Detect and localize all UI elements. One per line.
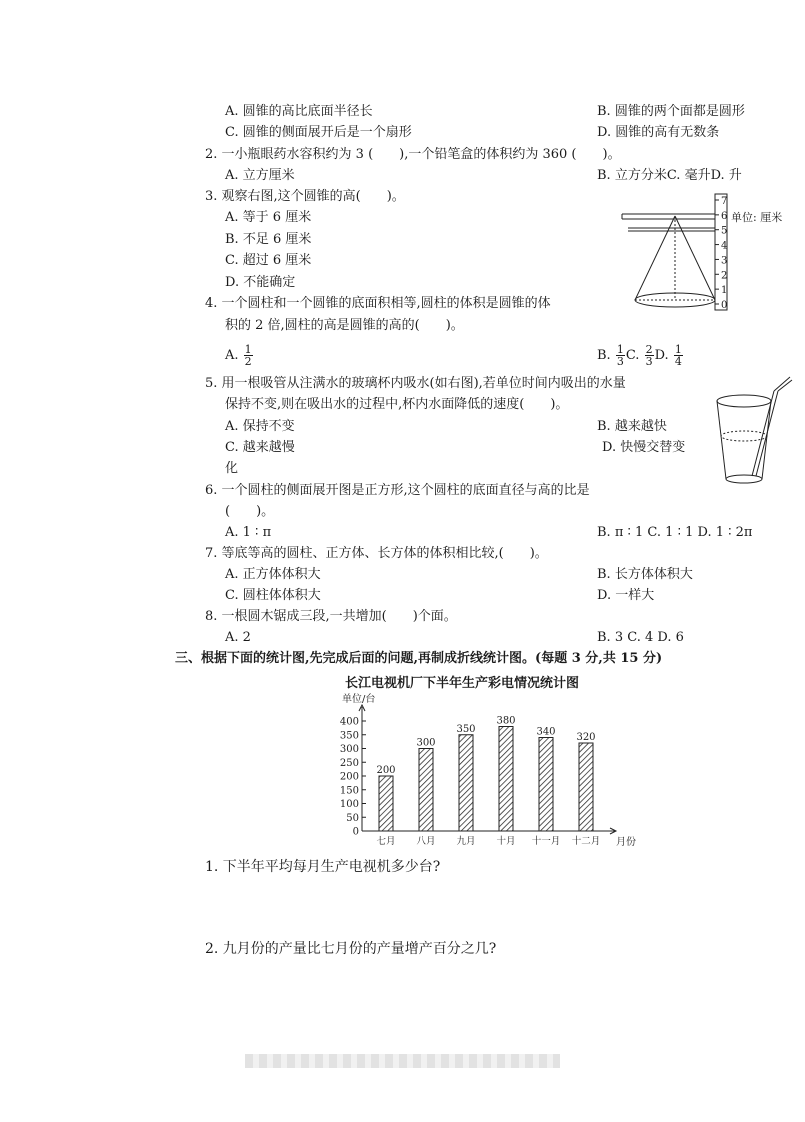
q6-stem-line2: ( )。 <box>225 504 275 519</box>
chart-title: 长江电视机厂下半年生产彩电情况统计图 <box>345 676 580 691</box>
bar <box>459 735 473 831</box>
section3-heading: 三、根据下面的统计图,先完成后面的问题,再制成折线统计图。(每题 3 分,共 15 分) <box>175 651 663 666</box>
q3-option-c: C. 超过 6 厘米 <box>225 253 312 268</box>
q6-stem-line1: 6. 一个圆柱的侧面展开图是正方形,这个圆柱的底面直径与高的比是 <box>205 483 590 498</box>
q3-option-d: D. 不能确定 <box>225 275 296 290</box>
q4-stem-line1: 4. 一个圆柱和一个圆锥的底面积相等,圆柱的体积是圆锥的体 <box>205 296 551 311</box>
y-tick-label: 0 <box>352 826 359 838</box>
q2-option-a: A. 立方厘米 <box>225 168 295 183</box>
bar <box>499 727 513 832</box>
q8-option-a: A. 2 <box>225 630 251 645</box>
x-tick-label: 九月 <box>456 836 476 847</box>
q5-option-d-continued: 化 <box>225 461 239 476</box>
q7-option-d: D. 一样大 <box>597 588 655 603</box>
x-axis-label: 月份 <box>616 837 636 848</box>
q1-option-a: A. 圆锥的高比底面半径长 <box>225 104 373 119</box>
bar-value-label: 300 <box>416 737 436 749</box>
y-tick-label: 50 <box>346 812 359 824</box>
bar-value-label: 200 <box>376 765 396 776</box>
q5-stem-line2: 保持不变,则在吸出水的过程中,杯内水面降低的速度( )。 <box>225 397 569 412</box>
q1-option-c: C. 圆锥的侧面展开后是一个扇形 <box>225 125 412 140</box>
y-tick-label: 100 <box>339 799 359 810</box>
q7-option-b: B. 长方体体积大 <box>597 567 693 582</box>
q3-option-b: B. 不足 6 厘米 <box>225 232 312 247</box>
y-tick-label: 150 <box>339 785 359 797</box>
y-tick-label: 250 <box>339 757 359 769</box>
bar-value-label: 350 <box>456 723 476 735</box>
ruler-unit-label: 单位: 厘米 <box>731 211 783 224</box>
y-tick-label: 350 <box>339 730 359 742</box>
ruler-tick-label: 6 <box>721 210 728 222</box>
section3-q1: 1. 下半年平均每月生产电视机多少台? <box>205 859 441 875</box>
bar <box>379 776 393 831</box>
bar <box>419 749 433 832</box>
q3-stem: 3. 观察右图,这个圆锥的高( )。 <box>205 189 405 204</box>
x-tick-label: 七月 <box>376 836 396 847</box>
bar <box>579 743 593 831</box>
q7-option-c: C. 圆柱体体积大 <box>225 588 321 603</box>
bar-value-label: 340 <box>536 726 556 738</box>
x-tick-label: 十一月 <box>531 836 561 847</box>
q8-option-bcd: B. 3 C. 4 D. 6 <box>597 630 684 645</box>
ruler-tick-label: 4 <box>721 240 728 252</box>
q7-option-a: A. 正方体体积大 <box>225 567 321 582</box>
fraction-two-thirds: $\frac{2}{3}$ <box>645 343 653 368</box>
q1-option-b: B. 圆锥的两个面都是圆形 <box>597 104 745 119</box>
q2-option-bcd: B. 立方分米C. 毫升D. 升 <box>597 168 742 183</box>
q1-option-d: D. 圆锥的高有无数条 <box>597 125 720 140</box>
bar-chart <box>330 690 640 855</box>
q4-option-bcd: B. $\frac{1}{3}$ C. $\frac{2}{3}$ D. $\frac{1}{4}$ <box>597 343 682 368</box>
bar <box>539 738 553 832</box>
y-axis-label: 单位/台 <box>342 694 376 705</box>
ruler-tick-label: 7 <box>721 196 728 207</box>
ruler-tick-label: 5 <box>721 225 728 237</box>
ruler-tick-label: 1 <box>721 285 728 297</box>
fraction-one-half: $\frac{1}{2}$ <box>244 343 252 368</box>
y-tick-label: 200 <box>339 771 359 783</box>
q5-option-d: D. 快慢交替变 <box>602 440 686 455</box>
bar-value-label: 380 <box>496 715 516 727</box>
x-tick-label: 八月 <box>416 836 436 847</box>
y-tick-label: 400 <box>339 716 359 728</box>
q2-stem: 2. 一小瓶眼药水容积约为 3 ( ),一个铅笔盒的体积约为 360 ( )。 <box>205 147 621 162</box>
q6-option-bcd: B. π ∶ 1 C. 1 ∶ 1 D. 1 ∶ 2π <box>597 525 753 540</box>
q5-option-c: C. 越来越慢 <box>225 440 295 455</box>
q4-option-a <box>225 341 254 371</box>
x-tick-label: 十二月 <box>571 836 601 847</box>
q6-option-a: A. 1 ∶ π <box>225 525 272 540</box>
section3-q2: 2. 九月份的产量比七月份的产量增产百分之几? <box>205 941 497 957</box>
watermark-blur <box>245 1054 560 1068</box>
q4-option-a-label: A. <box>225 348 239 363</box>
q3-option-a: A. 等于 6 厘米 <box>225 210 312 225</box>
q8-stem: 8. 一根圆木锯成三段,一共增加( )个面。 <box>205 609 457 624</box>
q5-option-a: A. 保持不变 <box>225 419 295 434</box>
q5-option-b: B. 越来越快 <box>597 419 667 434</box>
ruler-tick-label: 3 <box>721 255 728 267</box>
glass-straw-figure <box>712 373 794 485</box>
q7-stem: 7. 等底等高的圆柱、正方体、长方体的体积相比较,( )。 <box>205 546 548 561</box>
q4-stem-line2: 积的 2 倍,圆柱的高是圆锥的高的( )。 <box>225 318 464 333</box>
fraction-one-third: $\frac{1}{3}$ <box>616 343 624 368</box>
bar-value-label: 320 <box>576 732 596 743</box>
q5-stem-line1: 5. 用一根吸管从注满水的玻璃杯内吸水(如右图),若单位时间内吸出的水量 <box>205 376 626 391</box>
y-tick-label: 300 <box>339 744 359 755</box>
ruler-tick-label: 0 <box>721 300 728 311</box>
x-tick-label: 十月 <box>496 836 516 847</box>
ruler-tick-label: 2 <box>721 270 728 282</box>
fraction-one-quarter: $\frac{1}{4}$ <box>674 343 682 368</box>
